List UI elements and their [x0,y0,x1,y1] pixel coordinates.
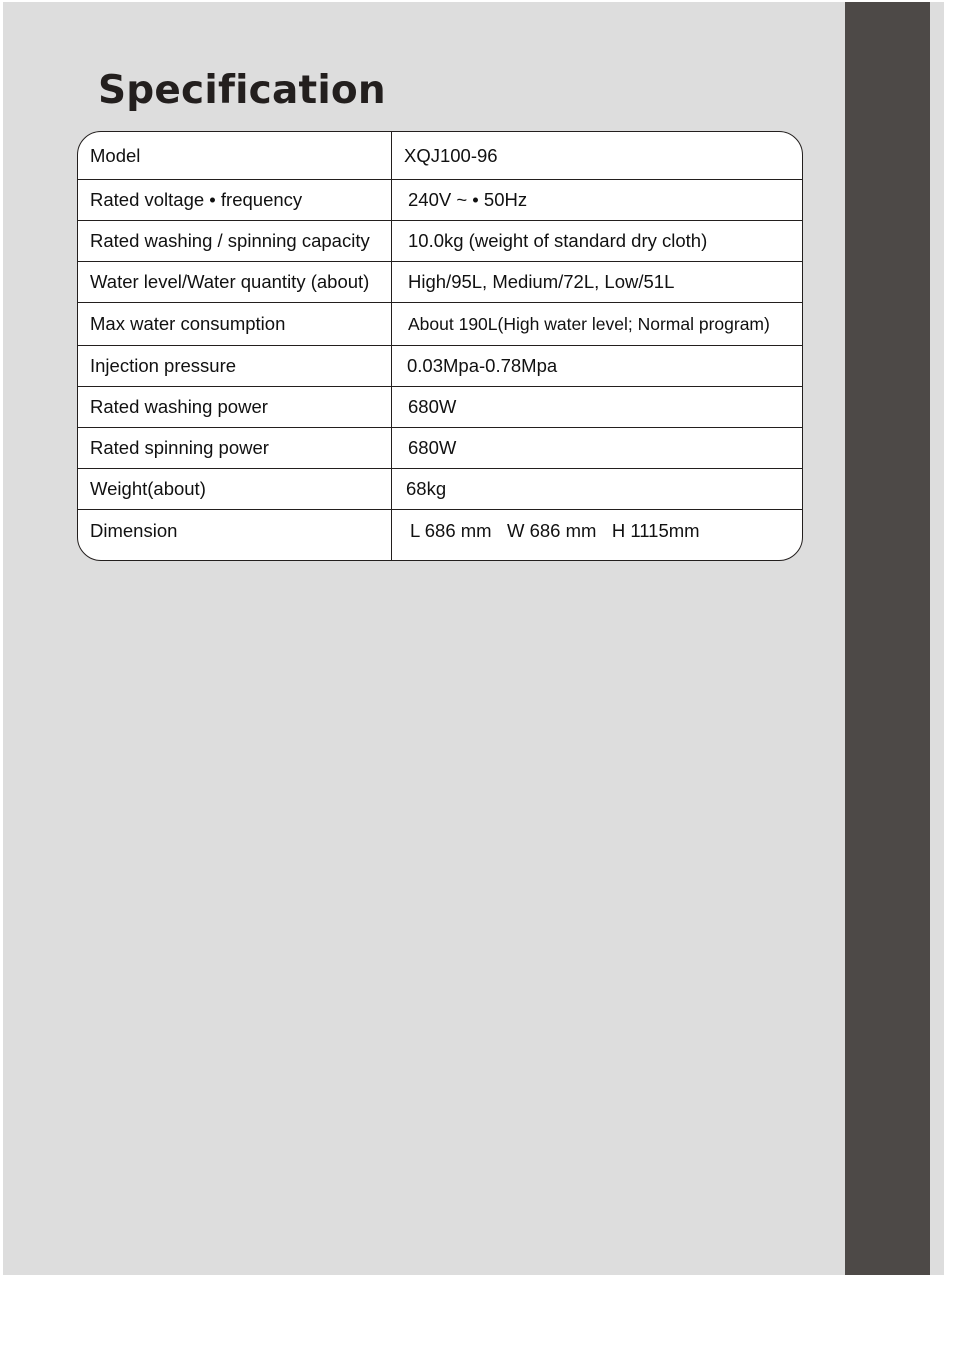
table-row-dimension [78,510,802,560]
row-value: 68kg [406,478,447,499]
row-label: Rated washing / spinning capacity [90,230,370,251]
row-value: XQJ100-96 [404,144,498,166]
row-value: 240V ~ • 50Hz [408,189,528,210]
row-label: Rated spinning power [90,437,269,458]
row-value: 680W [408,437,457,458]
table-row-weight [78,469,802,510]
row-value: 680W [408,396,457,417]
table-row-washing-power [78,387,802,428]
row-label: Weight(about) [90,478,206,499]
row-label: Model [90,144,141,166]
table-row-injection-pressure [78,346,802,387]
side-bar [845,2,930,1275]
page-title: Specification [98,68,386,113]
table-row-model [78,132,802,180]
table-row-water-consumption [78,303,802,346]
row-label: Rated washing power [90,396,268,417]
table-row-capacity [78,221,802,262]
row-value: 10.0kg (weight of standard dry cloth) [408,230,708,251]
row-value: High/95L, Medium/72L, Low/51L [408,271,675,292]
row-label: Rated voltage • frequency [90,189,303,210]
table-row-voltage [78,180,802,221]
row-value: L 686 mm W 686 mm H 1115mm [410,520,700,541]
row-label: Dimension [90,520,178,541]
row-label: Injection pressure [90,355,237,376]
specification-table [77,131,803,561]
row-value: 0.03Mpa-0.78Mpa [407,355,558,376]
table-row-water-level [78,262,802,303]
row-label: Max water consumption [90,313,286,334]
row-label: Water level/Water quantity (about) [90,271,370,292]
row-value: About 190L(High water level; Normal program) [408,313,770,334]
table-row-spinning-power [78,428,802,469]
